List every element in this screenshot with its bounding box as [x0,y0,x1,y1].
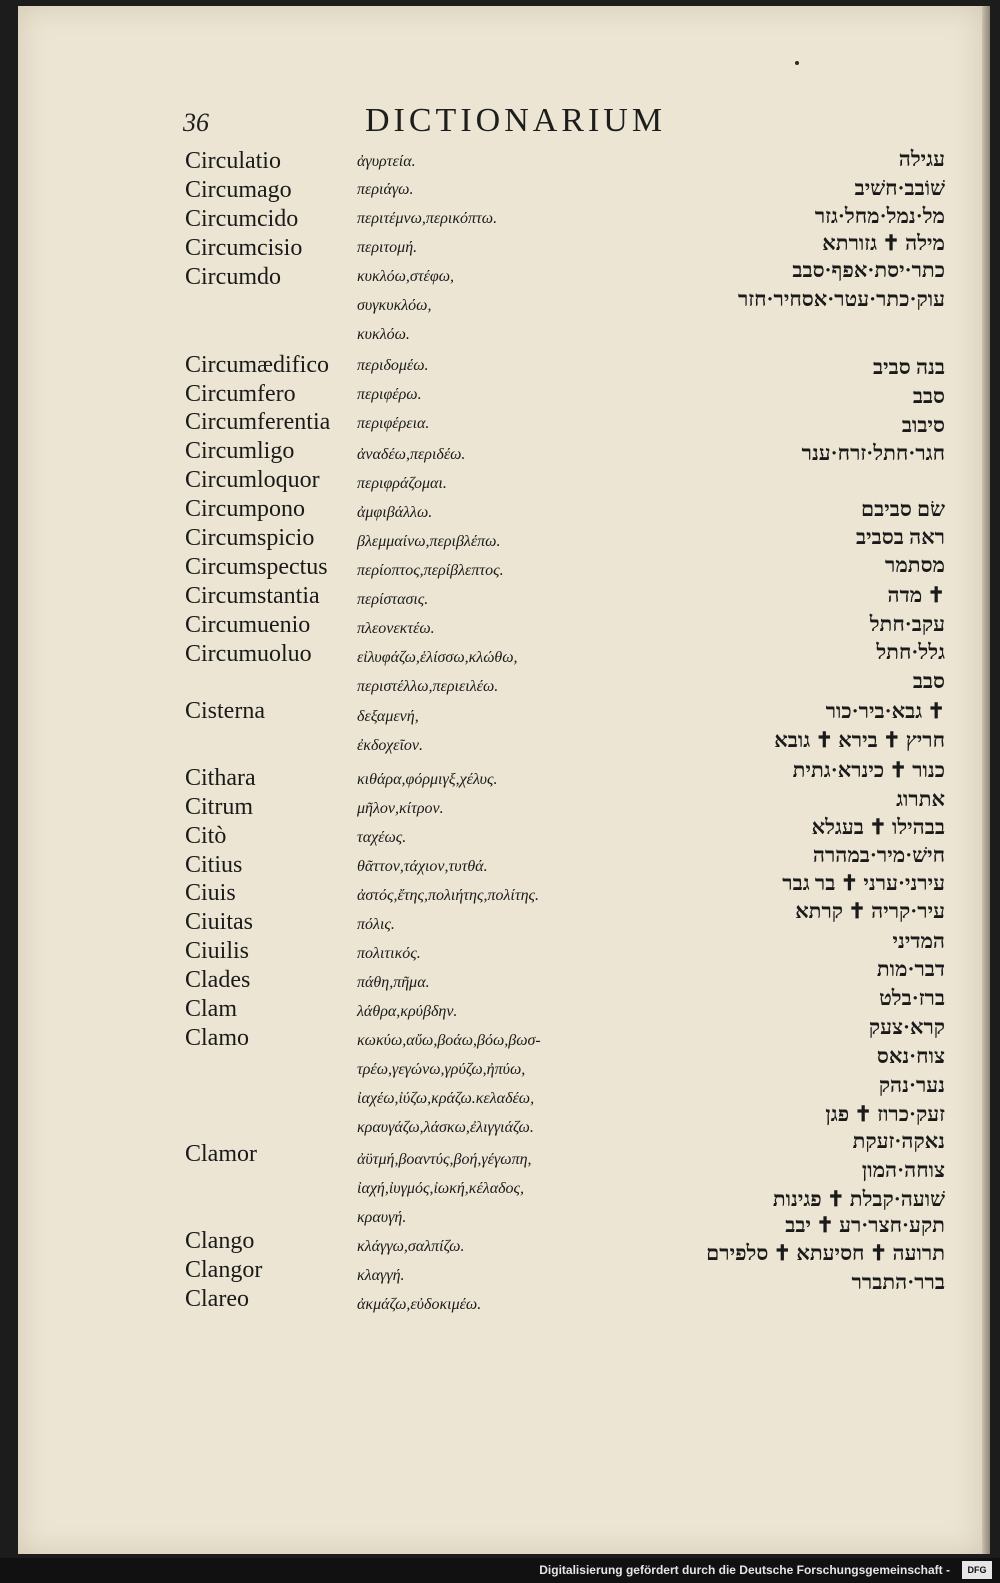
latin-headword: Citius [185,852,243,878]
latin-headword: Circumpono [185,496,305,522]
hebrew-equivalent: מילה ✝ גזורתא [822,231,945,255]
greek-equivalent: περιστέλλω,περιειλέω. [357,678,499,695]
latin-headword: Circumligo [185,438,295,464]
hebrew-equivalent: שׂם סביבם [860,497,945,521]
greek-equivalent: τρέω,γεγώνω,γρύζω,ἠπύω, [357,1061,526,1078]
greek-equivalent: ταχέως. [357,829,407,846]
latin-headword: Clamor [185,1141,257,1167]
hebrew-equivalent: תרועה ✝ חסיעתא ✝ סלפירם [706,1241,945,1265]
latin-headword: Clangor [185,1257,263,1283]
greek-equivalent: κλαγγή. [357,1267,405,1284]
latin-headword: Circumcido [185,206,299,232]
hebrew-equivalent: ברז·בלט [879,986,945,1010]
hebrew-equivalent: חישׁ·מיר·במהרה [812,843,945,867]
hebrew-equivalent: גלל·חתל [876,640,945,664]
greek-equivalent: κυκλόω. [357,326,410,343]
hebrew-equivalent: נער·נהק [878,1073,945,1097]
greek-equivalent: περιάγω. [357,181,414,198]
latin-headword: Circumferentia [185,409,331,435]
greek-equivalent: ἰαχή,ἰυγμός,ἰωκή,κέλαδος, [357,1180,525,1197]
hebrew-equivalent: מסתמר [885,553,945,577]
hebrew-equivalent: שׁוֹבב·חשׁיב [854,176,945,200]
latin-headword: Circulatio [185,148,281,174]
latin-headword: Clango [185,1228,255,1254]
hebrew-equivalent: ✝ גבא·ביר·כור [825,699,945,723]
latin-headword: Clades [185,967,251,993]
greek-equivalent: περιτομή. [357,239,418,256]
latin-headword: Circumloquor [185,467,320,493]
dfg-logo: DFG [962,1561,992,1579]
latin-headword: Circumuoluo [185,641,312,667]
latin-headword: Clam [185,996,237,1022]
latin-headword: Ciuilis [185,938,250,964]
latin-headword: Clamo [185,1025,249,1051]
latin-headword: Circumcisio [185,235,303,261]
greek-equivalent: λάθρα,κρύβδην. [357,1003,458,1020]
greek-equivalent: κυκλόω,στέφω, [357,268,454,285]
latin-headword: Circumuenio [185,612,311,638]
hebrew-equivalent: סבב [912,669,945,693]
running-head: DICTIONARIUM [365,102,667,139]
hebrew-equivalent: עקב·חתל [869,612,945,636]
greek-equivalent: περιφέρεια. [357,415,430,432]
hebrew-equivalent: בנה סביב [873,355,945,379]
greek-equivalent: ἰαχέω,ἰύζω,κράζω.κελαδέω, [357,1090,535,1107]
hebrew-equivalent: אתרוג [896,787,945,811]
hebrew-equivalent: חריץ ✝ בירא ✝ גובא [774,728,945,752]
hebrew-equivalent: עירני·ערני ✝ בר גבר [782,871,945,895]
hebrew-equivalent: סבב [912,384,945,408]
greek-equivalent: περιδομέω. [357,357,429,374]
greek-equivalent: κραυγάζω,λάσκω,ἐλιγγιάζω. [357,1119,534,1136]
greek-equivalent: κωκύω,αὔω,βοάω,βόω,βωσ- [357,1032,541,1049]
hebrew-equivalent: דבר·מות [876,957,945,981]
greek-equivalent: περίστασις. [357,591,429,608]
greek-equivalent: περιφέρω. [357,386,422,403]
hebrew-equivalent: כנור ✝ כינרא·גתית [792,758,945,782]
hebrew-equivalent: עוק·כתר·עטר·אסחיר·חזר [737,287,945,311]
latin-headword: Cisterna [185,698,265,724]
hebrew-equivalent: בבהילו ✝ בעגלא [811,815,945,839]
greek-equivalent: ἐκδοχεῖον. [357,737,423,754]
greek-equivalent: κιθάρα,φόρμιγξ,χέλυς. [357,771,498,788]
hebrew-equivalent: שׁועה·קבלת ✝ פגינות [772,1187,945,1211]
greek-equivalent: πόλις. [357,916,395,933]
latin-headword: Cithara [185,765,256,791]
greek-equivalent: ἀμφιβάλλω. [357,504,433,521]
greek-equivalent: βλεμμαίνω,περιβλέπω. [357,533,501,550]
hebrew-equivalent: תקע·חצר·רע ✝ יבב [785,1213,945,1237]
latin-headword: Ciuitas [185,909,254,935]
hebrew-equivalent: צוח·נאס [876,1044,945,1068]
greek-equivalent: μῆλον,κίτρον. [357,800,444,817]
latin-headword: Circumspicio [185,525,315,551]
hebrew-equivalent: מל·נמל·מחל·גזר [814,204,945,228]
hebrew-equivalent: נאקה·זעקת [852,1129,945,1153]
hebrew-equivalent: צוחה·המון [861,1158,945,1182]
greek-equivalent: ἀϋτμή,βοαντύς,βοή,γέγωπη, [357,1151,532,1168]
latin-headword: Circumædifico [185,352,329,378]
greek-equivalent: κραυγή. [357,1209,407,1226]
latin-headword: Citrum [185,794,254,820]
hebrew-equivalent: כתר·יסת·אפף·סבב [792,258,945,282]
greek-equivalent: πολιτικός. [357,945,421,962]
greek-equivalent: ἀγυρτεία. [357,153,416,170]
greek-equivalent: ἀκμάζω,εὐδοκιμέω. [357,1296,482,1313]
latin-headword: Clareo [185,1286,249,1312]
greek-equivalent: δεξαμενή, [357,708,419,725]
greek-equivalent: πάθη,πῆμα. [357,974,430,991]
hebrew-equivalent: עגילה [898,147,945,171]
hebrew-equivalent: עיר·קריה ✝ קרתא [795,899,945,923]
hebrew-equivalent: ראה בסביב [856,525,945,549]
latin-headword: Circumspectus [185,554,328,580]
latin-headword: Circumfero [185,381,296,407]
footer-credit: Digitalisierung gefördert durch die Deutsche Forschungsgemeinschaft - [539,1563,950,1577]
greek-equivalent: ἀναδέω,περιδέω. [357,446,466,463]
greek-equivalent: εἰλυφάζω,ἑλίσσω,κλώθω, [357,649,518,666]
greek-equivalent: πλεονεκτέω. [357,620,435,637]
latin-headword: Circumago [185,177,292,203]
latin-headword: Circumdo [185,264,281,290]
greek-equivalent: περιφράζομαι. [357,475,447,492]
greek-equivalent: ἀστός,ἔτης,πολιήτης,πολίτης. [357,887,539,904]
greek-equivalent: θᾶττον,τάχιον,τυτθά. [357,858,488,875]
hebrew-equivalent: ברר·התברר [851,1270,945,1294]
hebrew-equivalent: זעק·כרוז ✝ פגן [825,1102,945,1126]
hebrew-equivalent: קרא·צעק [868,1015,945,1039]
latin-headword: Citò [185,823,227,849]
hebrew-equivalent: המדיני [892,929,945,953]
hebrew-equivalent: סיבוב [901,413,945,437]
greek-equivalent: περιτέμνω,περικόπτω. [357,210,498,227]
hebrew-equivalent: ✝ מדה [887,583,945,607]
greek-equivalent: περίοπτος,περίβλεπτος. [357,562,504,579]
latin-headword: Circumstantia [185,583,320,609]
hebrew-equivalent: חגר·חתל·זרח·ענר [801,441,945,465]
page-number: 36 [183,108,209,137]
latin-headword: Ciuis [185,880,236,906]
greek-equivalent: συγκυκλόω, [357,297,432,314]
greek-equivalent: κλάγγω,σαλπίζω. [357,1238,465,1255]
